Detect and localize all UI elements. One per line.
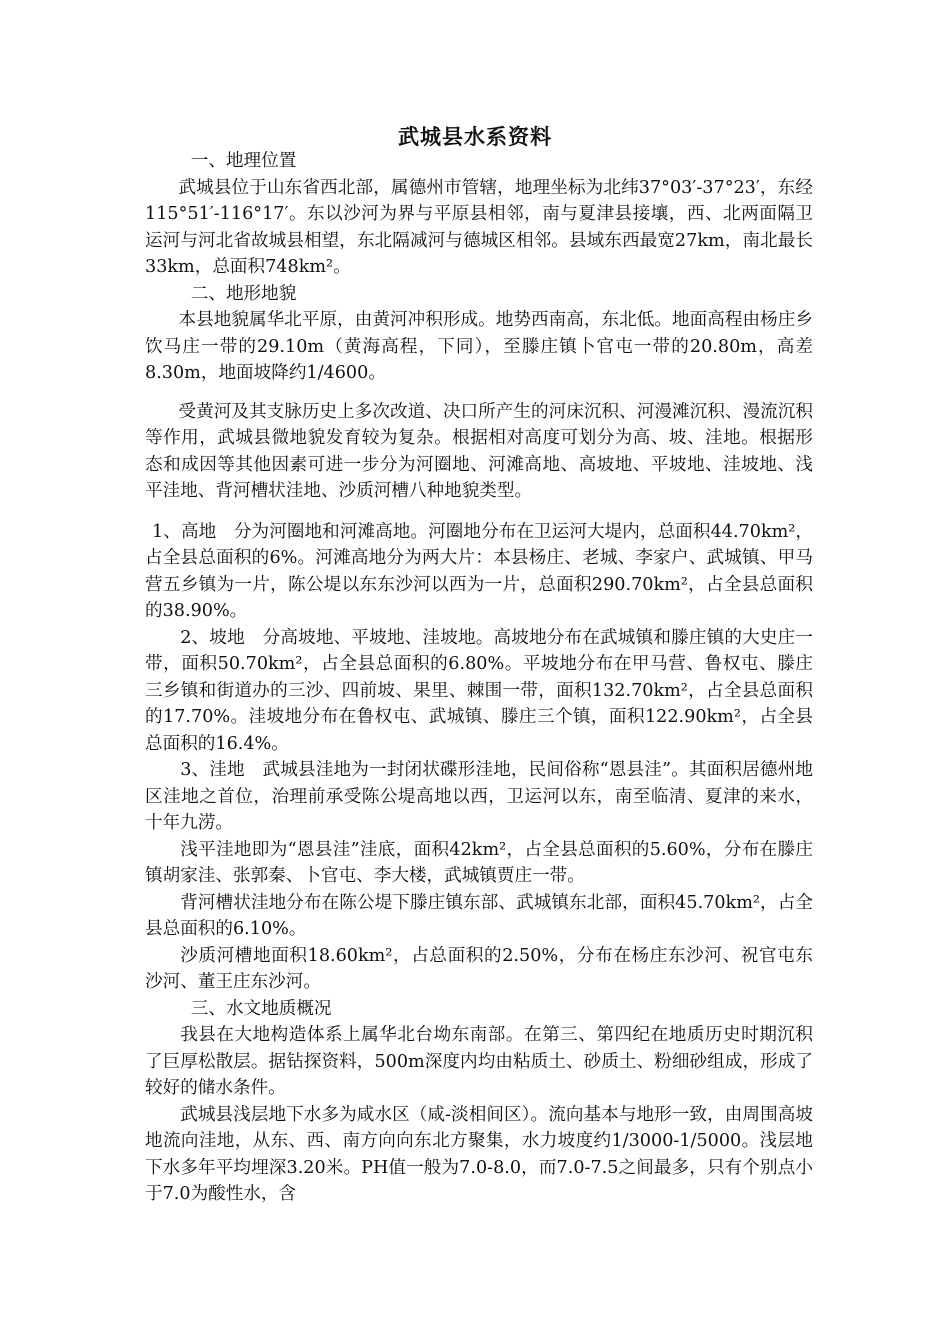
- paragraph-location: 武城县位于山东省西北部，属德州市管辖，地理坐标为北纬37°03′-37°23′，东经115°51′-116°17′。东以沙河为界与平原县相邻，南与夏津县接壤，西、北两面隔卫运河与河北省故城县相望，东北隔减河与德城区相邻。县域东西最宽27km，南北最长33km，总面积748km²。: [145, 177, 813, 277]
- paragraph-shallow-lowland: 浅平洼地即为“恩县洼”洼底，面积42km²，占全县总面积的5.60%，分布在滕庄镇胡家洼、张郭秦、卜官屯、李大楼，武城镇贾庄一带。: [145, 839, 813, 886]
- section-heading-landform: 二、地形地貌: [190, 283, 297, 304]
- paragraph-slopeland: 2、坡地 分高坡地、平坡地、洼坡地。高坡地分布在武城镇和滕庄镇的大史庄一带，面积50.70km²，占全县总面积的6.80%。平坡地分布在甲马营、鲁权屯、滕庄三乡镇和街道办的三沙、四前坡、果里、棘围一带，面积132.70km²，占全县总面积的17.70%。洼坡地分布在鲁权屯、武城镇、滕庄三个镇，面积122.90km²，占全县总面积的16.4%。: [145, 627, 813, 754]
- paragraph-highland: 1、高地 分为河圈地和河滩高地。河圈地分布在卫运河大堤内，总面积44.70km²，占全县总面积的6%。河滩高地分为两大片：本县杨庄、老城、李家户、武城镇、甲马营五乡镇为一片，陈公堤以东东沙河以西为一片，总面积290.70km²，占全县总面积的38.90%。: [145, 521, 813, 621]
- paragraph-lowland: 3、洼地 武城县洼地为一封闭状碟形洼地，民间俗称“恩县洼”。其面积居德州地区洼地之首位，治理前承受陈公堤高地以西，卫运河以东，南至临清、夏津的来水，十年九涝。: [145, 760, 813, 833]
- section-heading-location: 一、地理位置: [190, 151, 297, 171]
- paragraph-landform-types: 受黄河及其支脉历史上多次改道、决口所产生的河床沉积、河漫滩沉积、漫流沉积等作用，武城县微地貌发育较为复杂。根据相对高度可划分为高、坡、洼地。根据形态和成因等其他因素可进一步分为河圈地、河滩高地、高坡地、平坡地、洼坡地、浅平洼地、背河槽状洼地、沙质河槽八种地貌类型。: [145, 401, 813, 501]
- paragraph-groundwater: 武城县浅层地下水多为咸水区（咸-淡相间区）。流向基本与地形一致，由周围高坡地流向洼地，从东、西、南方向向东北方聚集，水力坡度约1/3000-1/5000。浅层地下水多年平均埋深3.20米。PH值一般为7.0-8.0，而7.0-7.5之间最多，只有个别点小于7.0为酸性水，含: [145, 1104, 813, 1204]
- document-title: 武城县水系资料: [398, 125, 552, 149]
- paragraph-trough-lowland: 背河槽状洼地分布在陈公堤下滕庄镇东部、武城镇东北部，面积45.70km²，占全县总面积的6.10%。: [145, 892, 813, 939]
- paragraph-landform-overview: 本县地貌属华北平原，由黄河冲积形成。地势西南高，东北低。地面高程由杨庄乡饮马庄一带的29.10m（黄海高程，下同），至滕庄镇卜官屯一带的20.80m，高差8.30m，地面坡降约1/4600。: [145, 310, 813, 383]
- section-heading-hydrogeology: 三、水文地质概况: [190, 998, 332, 1019]
- paragraph-hydrogeology-structure: 我县在大地构造体系上属华北台坳东南部。在第三、第四纪在地质历史时期沉积了巨厚松散层。据钻探资料，500m深度内均由粘质土、砂质土、粉细砂组成，形成了较好的储水条件。: [145, 1025, 813, 1098]
- document-body: [145, 148, 813, 1208]
- paragraph-sandy-channel: 沙质河槽地面积18.60km²，占总面积的2.50%，分布在杨庄东沙河、祝官屯东沙河、董王庄东沙河。: [145, 945, 813, 992]
